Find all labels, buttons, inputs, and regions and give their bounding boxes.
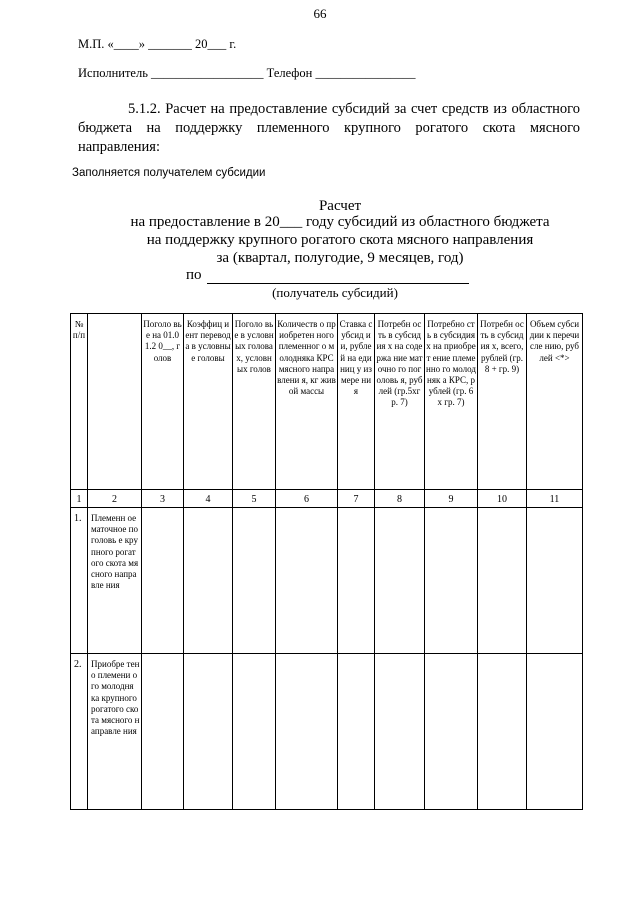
calc-title-line-3: на поддержку крупного рогатого скота мясного направления — [146, 232, 534, 248]
data-cell[interactable] — [184, 508, 233, 654]
column-number: 1 — [71, 490, 88, 508]
column-number: 2 — [88, 490, 142, 508]
table-row — [71, 654, 583, 810]
data-cell[interactable] — [375, 654, 425, 810]
column-number: 10 — [478, 490, 527, 508]
header-cell: Объем субсидии к перечисле нию, рублей <*> — [527, 314, 583, 490]
data-cell[interactable] — [338, 654, 375, 810]
header-cell: Потребно сть в субсидия х на приобрет ение племенно го молодняк а КРС, рублей (гр. 6 х гр. 7) — [425, 314, 478, 490]
section-paragraph: 5.1.2. Расчет на предоставление субсидий за счет средств из областного бюджета на поддержку племенного крупного рогатого скота мясного направления: — [78, 101, 580, 155]
data-cell[interactable] — [142, 654, 184, 810]
filled-by-note: Заполняется получателем субсидии — [72, 167, 266, 179]
executor-line: Исполнитель __________________ Телефон ________________ — [78, 66, 416, 80]
data-cell[interactable] — [527, 654, 583, 810]
column-number: 6 — [276, 490, 338, 508]
data-cell[interactable] — [527, 508, 583, 654]
header-cell — [88, 314, 142, 490]
header-cell: Поголо вье на 01.01.2 0__, голов — [142, 314, 184, 490]
row-number: 1. — [71, 508, 88, 654]
data-cell[interactable] — [338, 508, 375, 654]
table-row — [71, 508, 583, 654]
header-cell: № п/п — [71, 314, 88, 490]
column-number: 9 — [425, 490, 478, 508]
data-cell[interactable] — [425, 654, 478, 810]
data-cell[interactable] — [425, 508, 478, 654]
column-number-row — [71, 490, 583, 508]
calc-title-line-2: на предоставление в 20___ году субсидий из областного бюджета — [130, 214, 550, 230]
stamp-line: М.П. «____» _______ 20___ г. — [78, 37, 237, 51]
data-cell[interactable] — [375, 508, 425, 654]
data-cell[interactable] — [233, 654, 276, 810]
column-number: 8 — [375, 490, 425, 508]
data-cell[interactable] — [142, 508, 184, 654]
row-label: Приобре тено племени ого молодня ка крупного рогатого скота мясного направле ния — [88, 654, 142, 810]
page-number: 66 — [313, 6, 327, 21]
header-cell: Коэффиц иент перевода в условные головы — [184, 314, 233, 490]
column-number: 3 — [142, 490, 184, 508]
header-cell: Поголо вье в условн ых голова х, условн ых голов — [233, 314, 276, 490]
header-cell: Потребн ость в субсидия х на содержа ние маточно го поголовь я, рублей (гр.5хгр. 7) — [375, 314, 425, 490]
data-cell[interactable] — [276, 508, 338, 654]
recipient-caption: (получатель субсидий) — [272, 285, 398, 300]
column-number: 7 — [338, 490, 375, 508]
column-number: 11 — [527, 490, 583, 508]
calc-title-line-4: за (квартал, полугодие, 9 месяцев, год) — [216, 250, 464, 266]
header-cell: Количеств о приобретен ного племенног о молодняка КРС мясного направлени я, кг живой массы — [276, 314, 338, 490]
calc-title-line-1: Расчет — [318, 198, 362, 214]
data-cell[interactable] — [276, 654, 338, 810]
row-number: 2. — [71, 654, 88, 810]
header-cell: Ставка субсид ии, рублей на единиц у измере ния — [338, 314, 375, 490]
column-number: 4 — [184, 490, 233, 508]
data-cell[interactable] — [478, 654, 527, 810]
row-label: Племенн ое маточное поголовь е крупного рогатого скота мясного направле ния — [88, 508, 142, 654]
data-cell[interactable] — [233, 508, 276, 654]
po-label: по — [186, 267, 202, 283]
data-cell[interactable] — [478, 508, 527, 654]
subsidy-calculation-table — [70, 313, 583, 810]
data-cell[interactable] — [184, 654, 233, 810]
column-number: 5 — [233, 490, 276, 508]
header-cell: Потребн ость в субсидия х, всего, рублей (гр. 8 + гр. 9) — [478, 314, 527, 490]
recipient-blank-line — [207, 283, 469, 284]
table-header-row — [71, 314, 583, 490]
